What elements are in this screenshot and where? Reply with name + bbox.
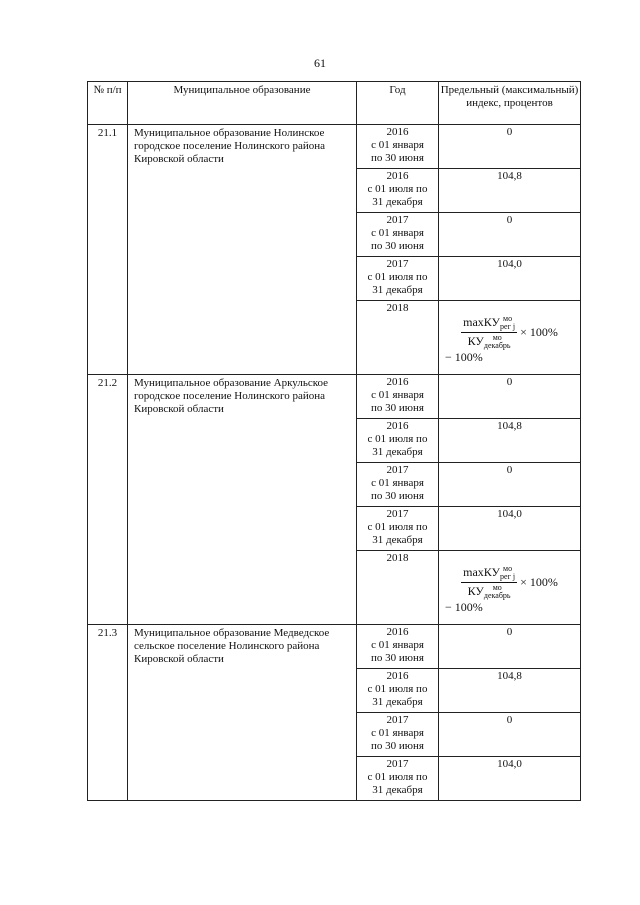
table-row [88,375,581,419]
period-year: 2018 [386,552,409,564]
formula-numerator [461,565,517,583]
index-formula-cell [439,301,581,375]
formula-times: × 100% [520,574,558,589]
index-value: 0 [439,463,581,507]
index-value: 104,8 [439,419,581,463]
period-cell [357,507,439,551]
table-header-row [88,82,581,125]
period-range: 31 декабря [372,534,423,546]
period-range: с 01 января [371,639,424,651]
table-row [88,625,581,669]
formula-times: × 100% [520,324,558,339]
period-year: 2018 [386,302,409,314]
period-range: по 30 июня [371,402,424,414]
period-range: 31 декабря [372,196,423,208]
period-range: по 30 июня [371,240,424,252]
period-cell [357,463,439,507]
row-number: 21.3 [88,625,128,801]
period-year: 2016 [386,126,409,138]
formula-sup: мо [492,582,502,592]
row-number: 21.1 [88,125,128,375]
formula-numerator-base: maxКУ [463,564,501,579]
formula-minus: − 100% [445,599,483,614]
table-row [88,125,581,169]
header-index: Предельный (максимальный) индекс, процентов [439,82,581,125]
period-range: с 01 июля по [367,271,428,283]
formula-sup: мо [492,332,502,342]
index-value: 104,0 [439,257,581,301]
index-value: 0 [439,125,581,169]
period-cell [357,669,439,713]
period-year: 2017 [386,508,409,520]
index-value: 0 [439,375,581,419]
period-range: с 01 января [371,389,424,401]
header-municipality: Муниципальное образование [128,82,357,125]
period-cell [357,419,439,463]
formula-numerator-base: maxКУ [463,314,501,329]
period-cell [357,257,439,301]
index-value: 104,8 [439,169,581,213]
formula-numerator-scripts [500,315,515,331]
formula-sub: декабрь [483,590,511,600]
municipality-name: Муниципальное образование Медведское сельское поселение Нолинского района Кировской области [128,625,357,801]
formula-sub: рег j [500,321,516,331]
formula-denominator-base: КУ [467,333,484,348]
period-cell [357,301,439,375]
period-cell [357,213,439,257]
period-cell [357,375,439,419]
period-range: с 01 июля по [367,771,428,783]
formula-minus: − 100% [445,349,483,364]
period-range: 31 декабря [372,446,423,458]
municipality-name: Муниципальное образование Нолинское городское поселение Нолинского района Кировской области [128,125,357,375]
period-year: 2016 [386,376,409,388]
formula-denominator-scripts [484,584,511,600]
period-range: с 01 января [371,227,424,239]
period-range: с 01 июля по [367,521,428,533]
period-year: 2016 [386,170,409,182]
formula-numerator [461,315,517,333]
municipality-name: Муниципальное образование Аркульское городское поселение Нолинского района Кировской области [128,375,357,625]
period-year: 2017 [386,464,409,476]
period-cell [357,713,439,757]
period-range: по 30 июня [371,152,424,164]
period-year: 2016 [386,420,409,432]
formula-fraction [461,565,517,600]
period-cell [357,757,439,801]
period-cell [357,625,439,669]
period-range: с 01 января [371,139,424,151]
index-value: 104,8 [439,669,581,713]
formula-sub: декабрь [483,340,511,350]
period-year: 2016 [386,626,409,638]
row-number: 21.2 [88,375,128,625]
period-range: 31 декабря [372,284,423,296]
period-year: 2017 [386,258,409,270]
formula-denominator-scripts [484,334,511,350]
period-year: 2017 [386,714,409,726]
period-range: 31 декабря [372,784,423,796]
formula-sup: мо [503,563,513,573]
period-range: с 01 июля по [367,433,428,445]
tariff-index-table [87,81,581,801]
formula-denominator [466,583,513,600]
period-range: по 30 июня [371,740,424,752]
period-range: с 01 января [371,477,424,489]
header-year: Год [357,82,439,125]
formula-sub: рег j [500,571,516,581]
period-range: с 01 июля по [367,683,428,695]
index-formula [461,565,558,600]
header-num: № п/п [88,82,128,125]
formula-numerator-scripts [500,565,515,581]
period-range: по 30 июня [371,652,424,664]
period-cell [357,169,439,213]
formula-sup: мо [503,313,513,323]
index-value: 104,0 [439,507,581,551]
period-year: 2017 [386,758,409,770]
period-cell [357,551,439,625]
period-range: 31 декабря [372,696,423,708]
index-value: 104,0 [439,757,581,801]
period-range: с 01 июля по [367,183,428,195]
index-value: 0 [439,625,581,669]
page-number: 61 [314,56,326,70]
index-formula [461,315,558,350]
period-range: с 01 января [371,727,424,739]
period-range: по 30 июня [371,490,424,502]
period-year: 2016 [386,670,409,682]
period-year: 2017 [386,214,409,226]
formula-denominator-base: КУ [467,583,484,598]
formula-denominator [466,333,513,350]
period-cell [357,125,439,169]
formula-fraction [461,315,517,350]
table-body [88,125,581,801]
index-value: 0 [439,713,581,757]
index-value: 0 [439,213,581,257]
index-formula-cell [439,551,581,625]
